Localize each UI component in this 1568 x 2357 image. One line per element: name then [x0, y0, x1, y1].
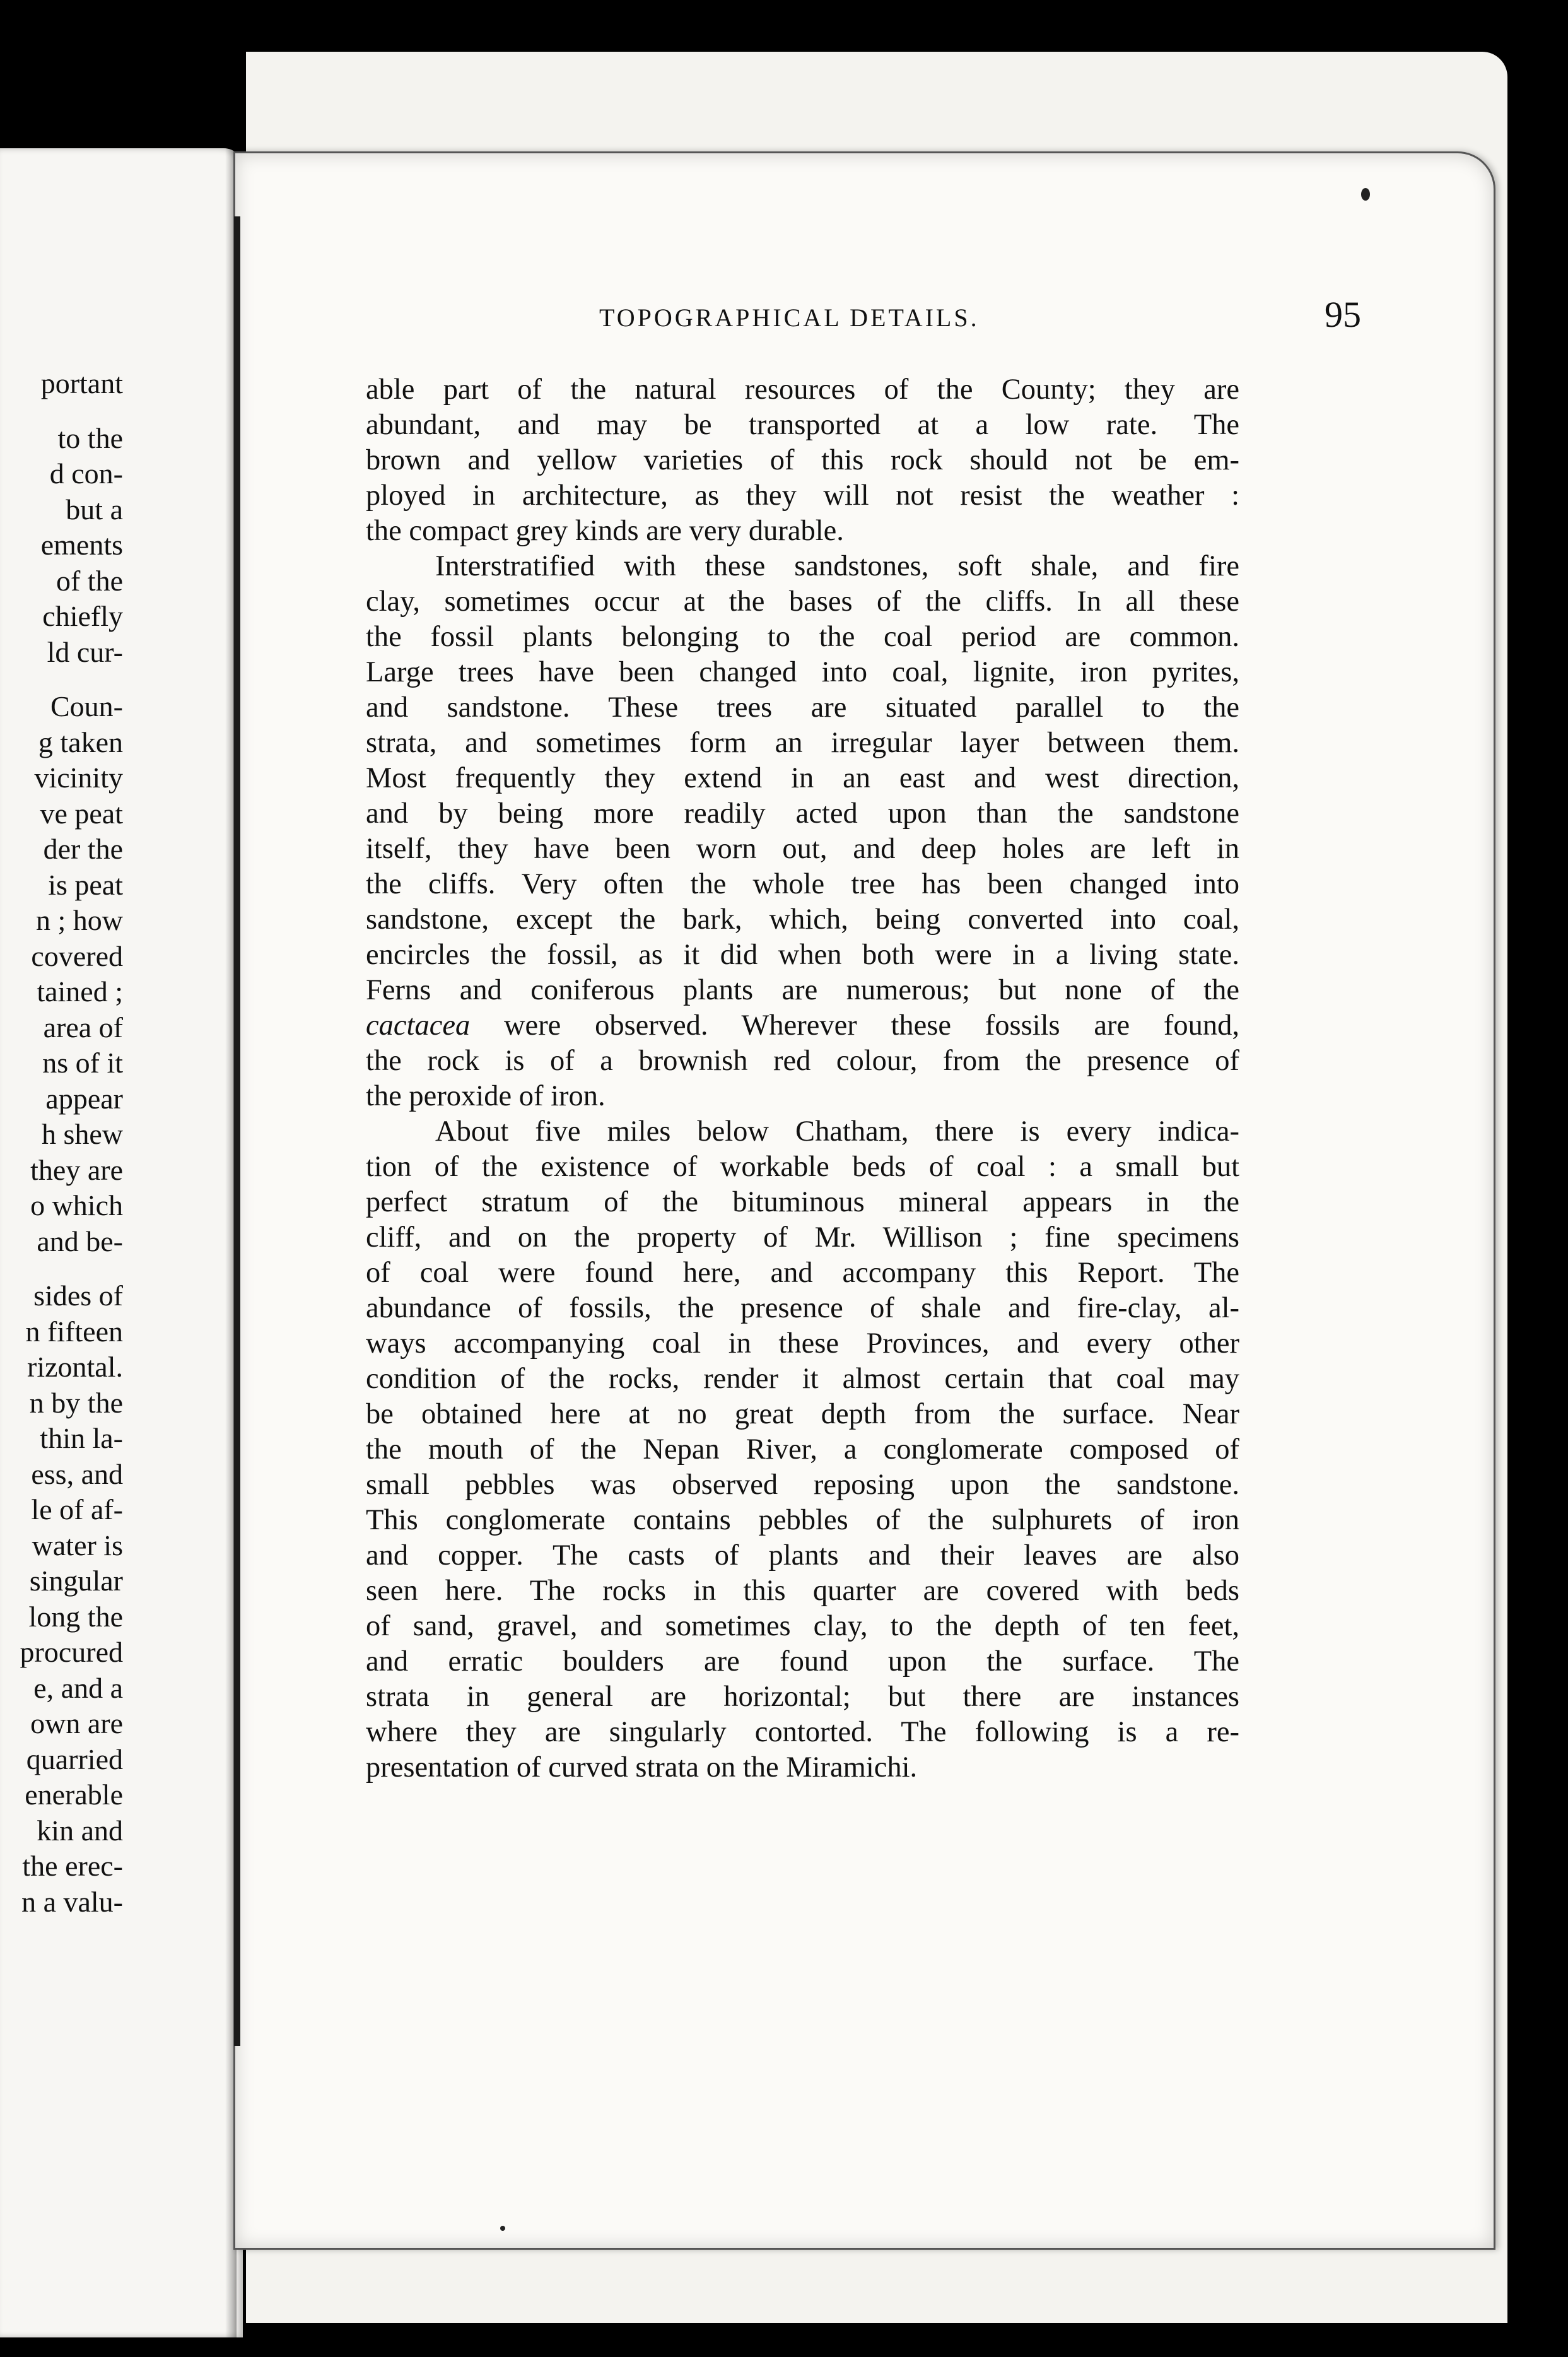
facing-page-line: der the	[43, 833, 123, 865]
facing-page-line: ess, and	[31, 1457, 123, 1490]
facing-page-line: covered	[31, 939, 123, 972]
text-line: where they are singularly contorted. The following is a re-	[366, 1716, 1239, 1748]
facing-page-line: of the	[56, 564, 123, 597]
text-line: abundance of fossils, the presence of shale and fire-clay, al-	[366, 1292, 1239, 1324]
text-line: sandstone, except the bark, which, being converted into coal,	[366, 903, 1239, 936]
facing-page-line: rizontal.	[27, 1351, 123, 1383]
text-line: perfect stratum of the bituminous mineral appears in the	[366, 1186, 1239, 1218]
text-line: Ferns and coniferous plants are numerous; but none of the	[366, 974, 1239, 1006]
facing-page-line: n by the	[29, 1386, 123, 1419]
text-line: and by being more readily acted upon than the sandstone	[366, 797, 1239, 830]
facing-page-line: ements	[40, 529, 123, 561]
facing-page-line: sides of	[33, 1279, 123, 1312]
text-line: ployed in architecture, as they will not resist the weather :	[366, 479, 1239, 512]
page-number: 95	[1325, 294, 1361, 335]
text-line: ways accompanying coal in these Provinces, and every other	[366, 1327, 1239, 1360]
italic-term: cactacea	[366, 1009, 471, 1042]
facing-page-line: kin and	[37, 1814, 123, 1847]
text-line: clay, sometimes occur at the bases of the cliffs. In all these	[366, 585, 1239, 618]
text-line: About five miles below Chatham, there is every indica-	[435, 1115, 1239, 1148]
foxing-spot	[1361, 188, 1370, 201]
text-line: and sandstone. These trees are situated parallel to the	[366, 691, 1239, 724]
text-line: the peroxide of iron.	[366, 1080, 606, 1112]
facing-page-line: chiefly	[42, 600, 123, 632]
facing-page-gap	[0, 1259, 123, 1278]
facing-page-line: vicinity	[34, 761, 123, 794]
facing-page-line: enerable	[25, 1778, 123, 1811]
facing-page-line: procured	[20, 1636, 123, 1668]
facing-page-line: area of	[43, 1011, 123, 1043]
text-line: abundant, and may be transported at a low rate. The	[366, 409, 1239, 441]
facing-page-line: to the	[57, 421, 123, 454]
text-line: Large trees have been changed into coal, lignite, iron pyrites,	[366, 656, 1239, 688]
text-line: strata, and sometimes form an irregular layer between them.	[366, 727, 1239, 759]
facing-page-fragment	[0, 148, 243, 2337]
facing-page-line: water is	[32, 1529, 123, 1561]
running-title: TOPOGRAPHICAL DETAILS.	[599, 303, 980, 332]
facing-page-line: portant	[40, 367, 123, 399]
facing-page-line: d con-	[49, 457, 123, 490]
text-line: This conglomerate contains pebbles of the sulphurets of iron	[366, 1504, 1239, 1536]
text-line: itself, they have been worn out, and deep holes are left in	[366, 833, 1239, 865]
facing-page-line: Coun-	[50, 690, 123, 722]
text-line: and erratic boulders are found upon the surface. The	[366, 1645, 1239, 1678]
facing-page-line: appear	[45, 1082, 123, 1115]
text-line: presentation of curved strata on the Miramichi.	[366, 1751, 918, 1784]
facing-page-line: the erec-	[22, 1850, 123, 1882]
facing-page-gap	[0, 670, 123, 689]
text-line: the compact grey kinds are very durable.	[366, 515, 844, 547]
facing-page-line: ns of it	[42, 1047, 123, 1079]
text-line: seen here. The rocks in this quarter are covered with beds	[366, 1575, 1239, 1607]
text-line: strata in general are horizontal; but there are instances	[366, 1681, 1239, 1713]
text-line: encircles the fossil, as it did when both were in a living state.	[366, 939, 1239, 971]
facing-page-line: le of af-	[31, 1493, 123, 1525]
text-line: cliff, and on the property of Mr. Willison ; fine specimens	[366, 1221, 1239, 1254]
facing-page-line: tained ;	[37, 975, 123, 1008]
facing-page-line: ld cur-	[47, 635, 123, 668]
facing-page-text	[0, 366, 123, 1920]
text-line: tion of the existence of workable beds of coal : a small but	[366, 1151, 1239, 1183]
facing-page-line: long the	[28, 1600, 123, 1633]
foxing-spot	[500, 2226, 505, 2231]
page-gutter-edge	[234, 216, 240, 2046]
text-line: Most frequently they extend in an east and west direction,	[366, 762, 1239, 794]
facing-page-line: n a valu-	[21, 1885, 123, 1918]
text-line: condition of the rocks, render it almost certain that coal may	[366, 1363, 1239, 1395]
facing-page-line: is peat	[48, 868, 123, 901]
facing-page-line: o which	[30, 1189, 123, 1221]
body-text	[366, 372, 1239, 1785]
facing-page-line: singular	[29, 1565, 123, 1597]
text-line: the fossil plants belonging to the coal period are common.	[366, 621, 1239, 653]
facing-page-line: they are	[30, 1153, 123, 1186]
facing-page-line: n fifteen	[25, 1315, 123, 1348]
text-line: the rock is of a brownish red colour, from the presence of	[366, 1045, 1239, 1077]
facing-page-line: g taken	[38, 726, 123, 758]
text-line: cactacea were observed. Wherever these fossils are found,	[366, 1009, 1239, 1042]
facing-page-line: n ; how	[36, 904, 123, 936]
facing-page-line: thin la-	[40, 1422, 123, 1454]
text-line: the cliffs. Very often the whole tree has been changed into	[366, 868, 1239, 900]
text-line: of sand, gravel, and sometimes clay, to the depth of ten feet,	[366, 1610, 1239, 1642]
facing-page-line: own are	[30, 1707, 123, 1739]
facing-page-line: but a	[66, 493, 123, 526]
text-line: small pebbles was observed reposing upon the sandstone.	[366, 1469, 1239, 1501]
facing-page-line: ve peat	[40, 797, 123, 830]
facing-page-line: e, and a	[33, 1671, 123, 1704]
text-line: of coal were found here, and accompany this Report. The	[366, 1257, 1239, 1289]
text-line: able part of the natural resources of the County; they are	[366, 373, 1239, 406]
text-line: Interstratified with these sandstones, soft shale, and fire	[435, 550, 1239, 582]
facing-page-line: and be-	[37, 1225, 123, 1257]
facing-page-gap	[0, 402, 123, 421]
text-line: be obtained here at no great depth from the surface. Near	[366, 1398, 1239, 1430]
text-line: brown and yellow varieties of this rock should not be em-	[366, 444, 1239, 476]
facing-page-line: quarried	[26, 1743, 123, 1775]
text-line: and copper. The casts of plants and their leaves are also	[366, 1539, 1239, 1572]
text-line: the mouth of the Nepan River, a conglomerate composed of	[366, 1433, 1239, 1466]
facing-page-line: h shew	[41, 1118, 123, 1150]
